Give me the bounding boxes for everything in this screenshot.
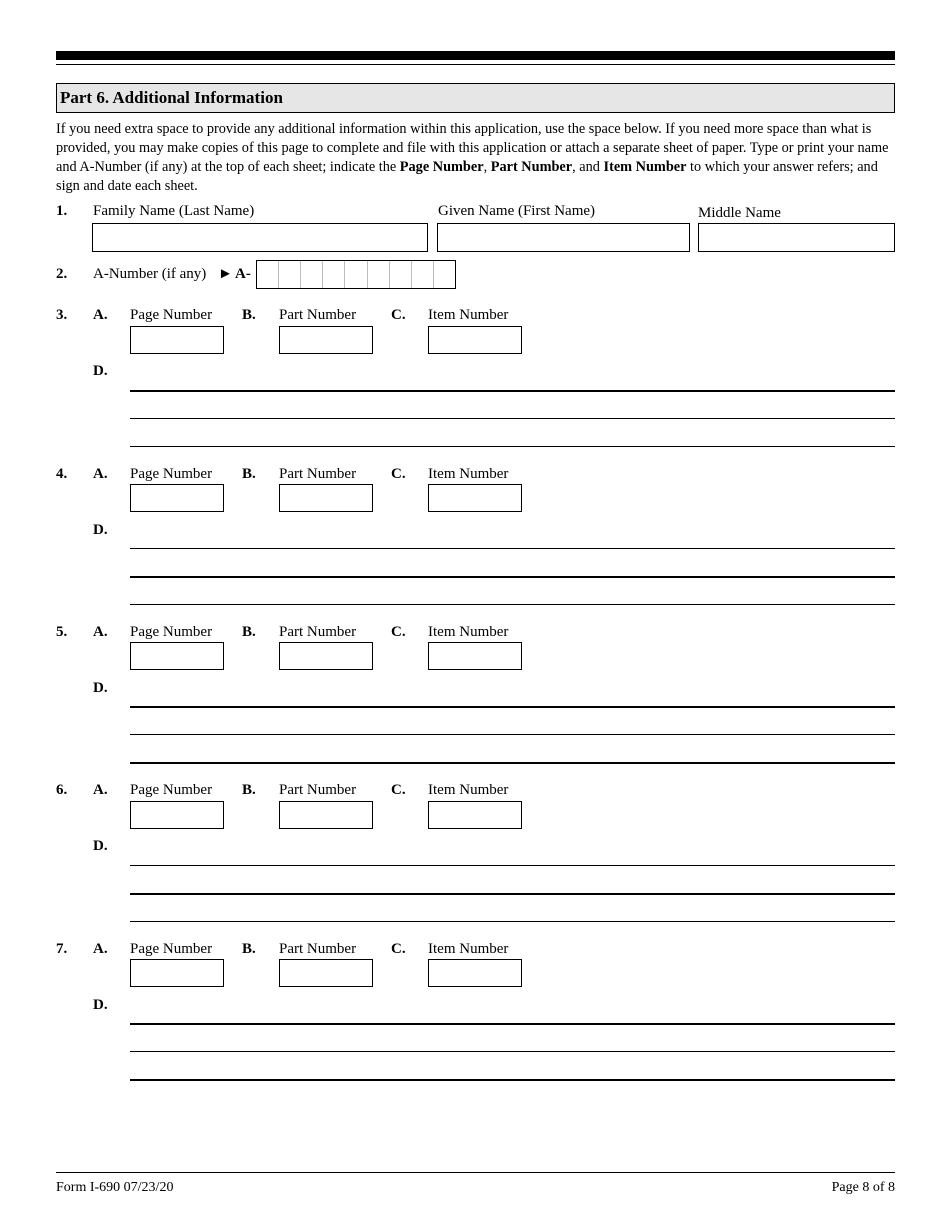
answer-line[interactable]: [130, 893, 895, 895]
item-2-number: 2.: [56, 266, 68, 282]
entry-number: 7.: [56, 941, 68, 957]
item-number-field[interactable]: [428, 642, 522, 670]
page-number-label: Page Number: [130, 466, 213, 482]
a-number-digit[interactable]: [345, 261, 367, 288]
letter-d: D.: [93, 363, 108, 379]
a-number-label: A-Number (if any): [93, 266, 207, 282]
answer-line[interactable]: [130, 921, 895, 922]
page-number-field[interactable]: [130, 801, 224, 829]
part-header: [56, 83, 895, 113]
part-number-label: Part Number: [279, 466, 357, 482]
letter-a: A.: [93, 466, 108, 482]
instructions-text: ,: [483, 159, 491, 175]
entry-number: 6.: [56, 782, 68, 798]
part-number-field[interactable]: [279, 642, 373, 670]
answer-line[interactable]: [130, 762, 895, 764]
page-number-label: Page Number: [130, 307, 213, 323]
a-number-digit[interactable]: [412, 261, 434, 288]
item-number-field[interactable]: [428, 484, 522, 512]
instructions-bold-part: Part Number: [490, 159, 573, 175]
part-number-field[interactable]: [279, 801, 373, 829]
given-name-label: Given Name (First Name): [438, 203, 596, 219]
letter-c: C.: [391, 782, 406, 798]
page-number-label: Page Number: [130, 941, 213, 957]
letter-d: D.: [93, 838, 108, 854]
item-number-label: Item Number: [428, 466, 509, 482]
part-number-field[interactable]: [279, 484, 373, 512]
item-number-label: Item Number: [428, 941, 509, 957]
given-name-field[interactable]: [437, 223, 690, 252]
a-number-digit[interactable]: [301, 261, 323, 288]
instructions-bold-item: Item Number: [603, 159, 687, 175]
letter-b: B.: [242, 782, 256, 798]
middle-name-label: Middle Name: [698, 205, 781, 221]
answer-line[interactable]: [130, 865, 895, 866]
a-number-prefix: A-: [235, 266, 251, 282]
part-number-label: Part Number: [279, 782, 357, 798]
part-number-field[interactable]: [279, 959, 373, 987]
part-number-field[interactable]: [279, 326, 373, 354]
answer-line[interactable]: [130, 446, 895, 447]
page-number-label: Page Number: [130, 782, 213, 798]
item-number-field[interactable]: [428, 959, 522, 987]
answer-line[interactable]: [130, 418, 895, 419]
answer-line[interactable]: [130, 1051, 895, 1052]
item-number-label: Item Number: [428, 307, 509, 323]
letter-a: A.: [93, 941, 108, 957]
a-number-digit[interactable]: [368, 261, 390, 288]
answer-line[interactable]: [130, 576, 895, 578]
page-number-field[interactable]: [130, 642, 224, 670]
instructions-text: If you need extra space to provide any additional information within this application, use the space below. If you need more space than what is provided, you may make copies of this page to complete and file with this application or attach a separate sheet of paper. Type or print your name and A-Number (if any) at the top of each sheet; indicate the: [56, 121, 889, 175]
instructions-bold-page: Page Number: [399, 159, 484, 175]
letter-c: C.: [391, 941, 406, 957]
letter-d: D.: [93, 680, 108, 696]
item-number-field[interactable]: [428, 801, 522, 829]
top-border-thick: [56, 51, 895, 60]
answer-line[interactable]: [130, 1079, 895, 1081]
part-number-label: Part Number: [279, 624, 357, 640]
letter-b: B.: [242, 466, 256, 482]
a-number-digit[interactable]: [257, 261, 279, 288]
a-number-field[interactable]: [256, 260, 456, 289]
instructions-text: to which your answer refers; and sign and date each sheet.: [56, 159, 878, 194]
form-id: Form I-690 07/23/20: [56, 1180, 174, 1195]
part-number-label: Part Number: [279, 307, 357, 323]
part-title: Part 6. Additional Information: [60, 88, 283, 107]
letter-c: C.: [391, 624, 406, 640]
page-indicator: Page 8 of 8: [831, 1180, 895, 1195]
answer-line[interactable]: [130, 390, 895, 392]
entry-number: 5.: [56, 624, 68, 640]
letter-b: B.: [242, 941, 256, 957]
footer-rule: [56, 1172, 895, 1173]
middle-name-field[interactable]: [698, 223, 895, 252]
letter-a: A.: [93, 307, 108, 323]
page-number-field[interactable]: [130, 959, 224, 987]
item-1-number: 1.: [56, 203, 68, 219]
family-name-field[interactable]: [92, 223, 428, 252]
part-number-label: Part Number: [279, 941, 357, 957]
a-number-arrow-icon: ►: [218, 266, 233, 282]
answer-line[interactable]: [130, 706, 895, 708]
letter-d: D.: [93, 997, 108, 1013]
letter-c: C.: [391, 307, 406, 323]
a-number-digit[interactable]: [390, 261, 412, 288]
entry-number: 4.: [56, 466, 68, 482]
item-number-label: Item Number: [428, 782, 509, 798]
answer-line[interactable]: [130, 734, 895, 735]
top-border-thin: [56, 64, 895, 65]
a-number-digit[interactable]: [279, 261, 301, 288]
item-number-label: Item Number: [428, 624, 509, 640]
answer-line[interactable]: [130, 1023, 895, 1025]
letter-a: A.: [93, 624, 108, 640]
a-number-digit[interactable]: [434, 261, 455, 288]
page-number-field[interactable]: [130, 326, 224, 354]
letter-c: C.: [391, 466, 406, 482]
family-name-label: Family Name (Last Name): [93, 203, 255, 219]
instructions-text: , and: [572, 159, 604, 175]
item-number-field[interactable]: [428, 326, 522, 354]
entry-number: 3.: [56, 307, 68, 323]
letter-a: A.: [93, 782, 108, 798]
page-number-field[interactable]: [130, 484, 224, 512]
a-number-digit[interactable]: [323, 261, 345, 288]
letter-b: B.: [242, 624, 256, 640]
instructions: [56, 120, 901, 196]
answer-line[interactable]: [130, 604, 895, 605]
answer-line[interactable]: [130, 548, 895, 549]
page-number-label: Page Number: [130, 624, 213, 640]
letter-b: B.: [242, 307, 256, 323]
letter-d: D.: [93, 522, 108, 538]
